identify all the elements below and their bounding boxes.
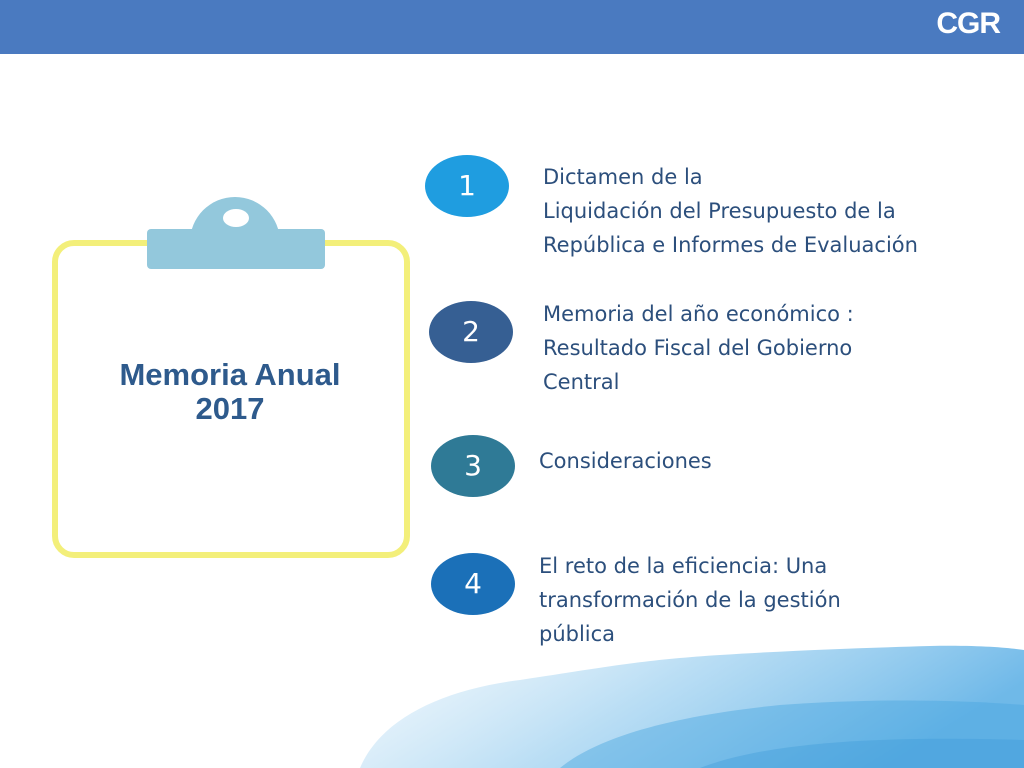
item-number-badge: 1 [425, 155, 509, 217]
list-item-text [543, 160, 918, 262]
list-item-text [539, 549, 841, 651]
item-line: Consideraciones [539, 449, 712, 473]
clipboard-title [64, 358, 396, 426]
clipboard-title-line1: Memoria Anual [119, 357, 341, 392]
item-line: Liquidación del Presupuesto de la [543, 199, 896, 223]
clipboard-title-line2: 2017 [195, 391, 265, 426]
cgr-logo: CGR [936, 7, 1000, 40]
item-line: transformación de la gestión [539, 588, 841, 612]
item-line: El reto de la eficiencia: Una [539, 554, 828, 578]
clipboard-clip-hole [223, 209, 249, 227]
list-item-text [543, 297, 854, 399]
item-line: República e Informes de Evaluación [543, 233, 918, 257]
item-number-badge: 3 [431, 435, 515, 497]
item-line: Memoria del año económico : [543, 302, 854, 326]
item-number-badge: 2 [429, 301, 513, 363]
list-item-text [539, 444, 712, 478]
item-line: Central [543, 370, 620, 394]
clipboard-clip-bar [147, 229, 325, 269]
item-number-badge: 4 [431, 553, 515, 615]
item-line: Dictamen de la [543, 165, 703, 189]
item-line: Resultado Fiscal del Gobierno [543, 336, 853, 360]
header-bar [0, 0, 1024, 54]
item-line: pública [539, 622, 616, 646]
